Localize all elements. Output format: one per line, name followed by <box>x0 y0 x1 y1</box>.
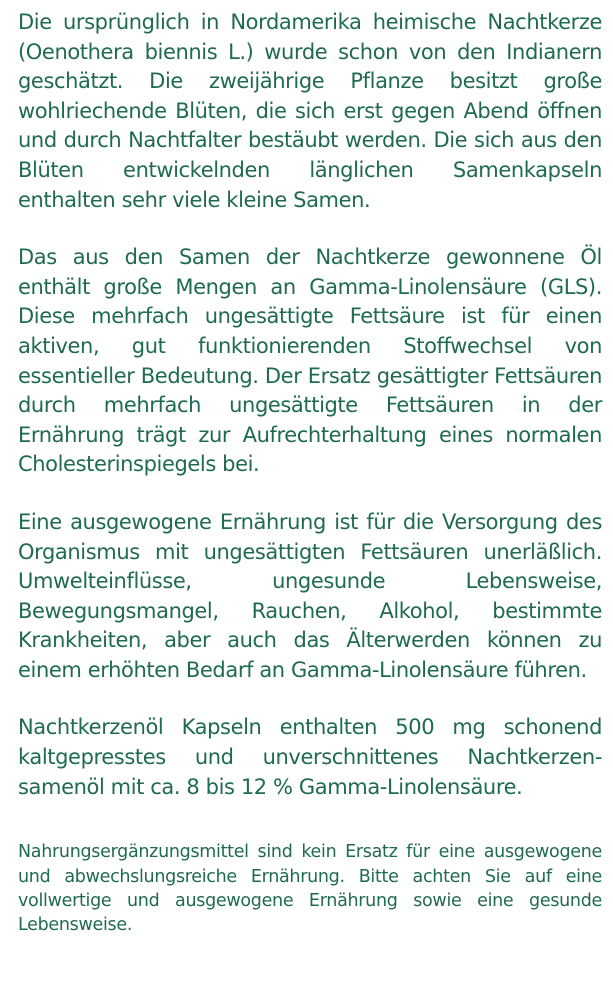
paragraph-nutrition: Eine ausgewogene Ernährung ist für die Versorgung des Organismus mit ungesättigten Fettsäuren unerläßlich. Umwelteinflüsse, ungesunde Lebensweise, Bewegungsmangel, Rauchen, Alkohol, bestimmte Krankheiten, aber auch das Älterwerden können zu einem erhöhten Bedarf an Gamma-Linolensäure führen. <box>18 509 602 682</box>
supplement-disclaimer: Nahrungsergänzungsmittel sind kein Ersatz für eine ausgewogene und abwechslungsreiche Ernährung. Bitte achten Sie auf eine vollwertige und ausgewogene Ernährung sowie eine gesunde Lebensweise. <box>18 842 602 936</box>
paragraph-capsules: Nachtkerzenöl Kapseln enthalten 500 mg schonend kaltgepresstes und unverschnittenes Nachtkerzen-samenöl mit ca. 8 bis 12 % Gamma-Linolensäure. <box>18 715 602 799</box>
paragraph-oil-gls: Das aus den Samen der Nachtkerze gewonnene Öl enthält große Mengen an Gamma-Linolensäure (GLS). Diese mehrfach ungesättigte Fettsäure ist für einen aktiven, gut funktionierenden Stoffwechsel von essentieller Bedeutung. Der Ersatz gesättigter Fettsäuren durch mehrfach ungesättigte Fettsäuren in der Ernährung trägt zur Aufrechterhaltung eines normalen Cholesterinspiegels bei. <box>18 245 602 477</box>
product-description <box>18 8 602 938</box>
paragraph-origin: Die ursprünglich in Nordamerika heimische Nachtkerze (Oenothera biennis L.) wurde schon von den Indianern geschätzt. Die zweijährige Pflanze besitzt große wohlriechende Blüten, die sich erst gegen Abend öffnen und durch Nachtfalter bestäubt werden. Die sich aus den Blüten entwickelnden länglichen Samenkapseln enthalten sehr viele kleine Samen. <box>18 10 602 212</box>
